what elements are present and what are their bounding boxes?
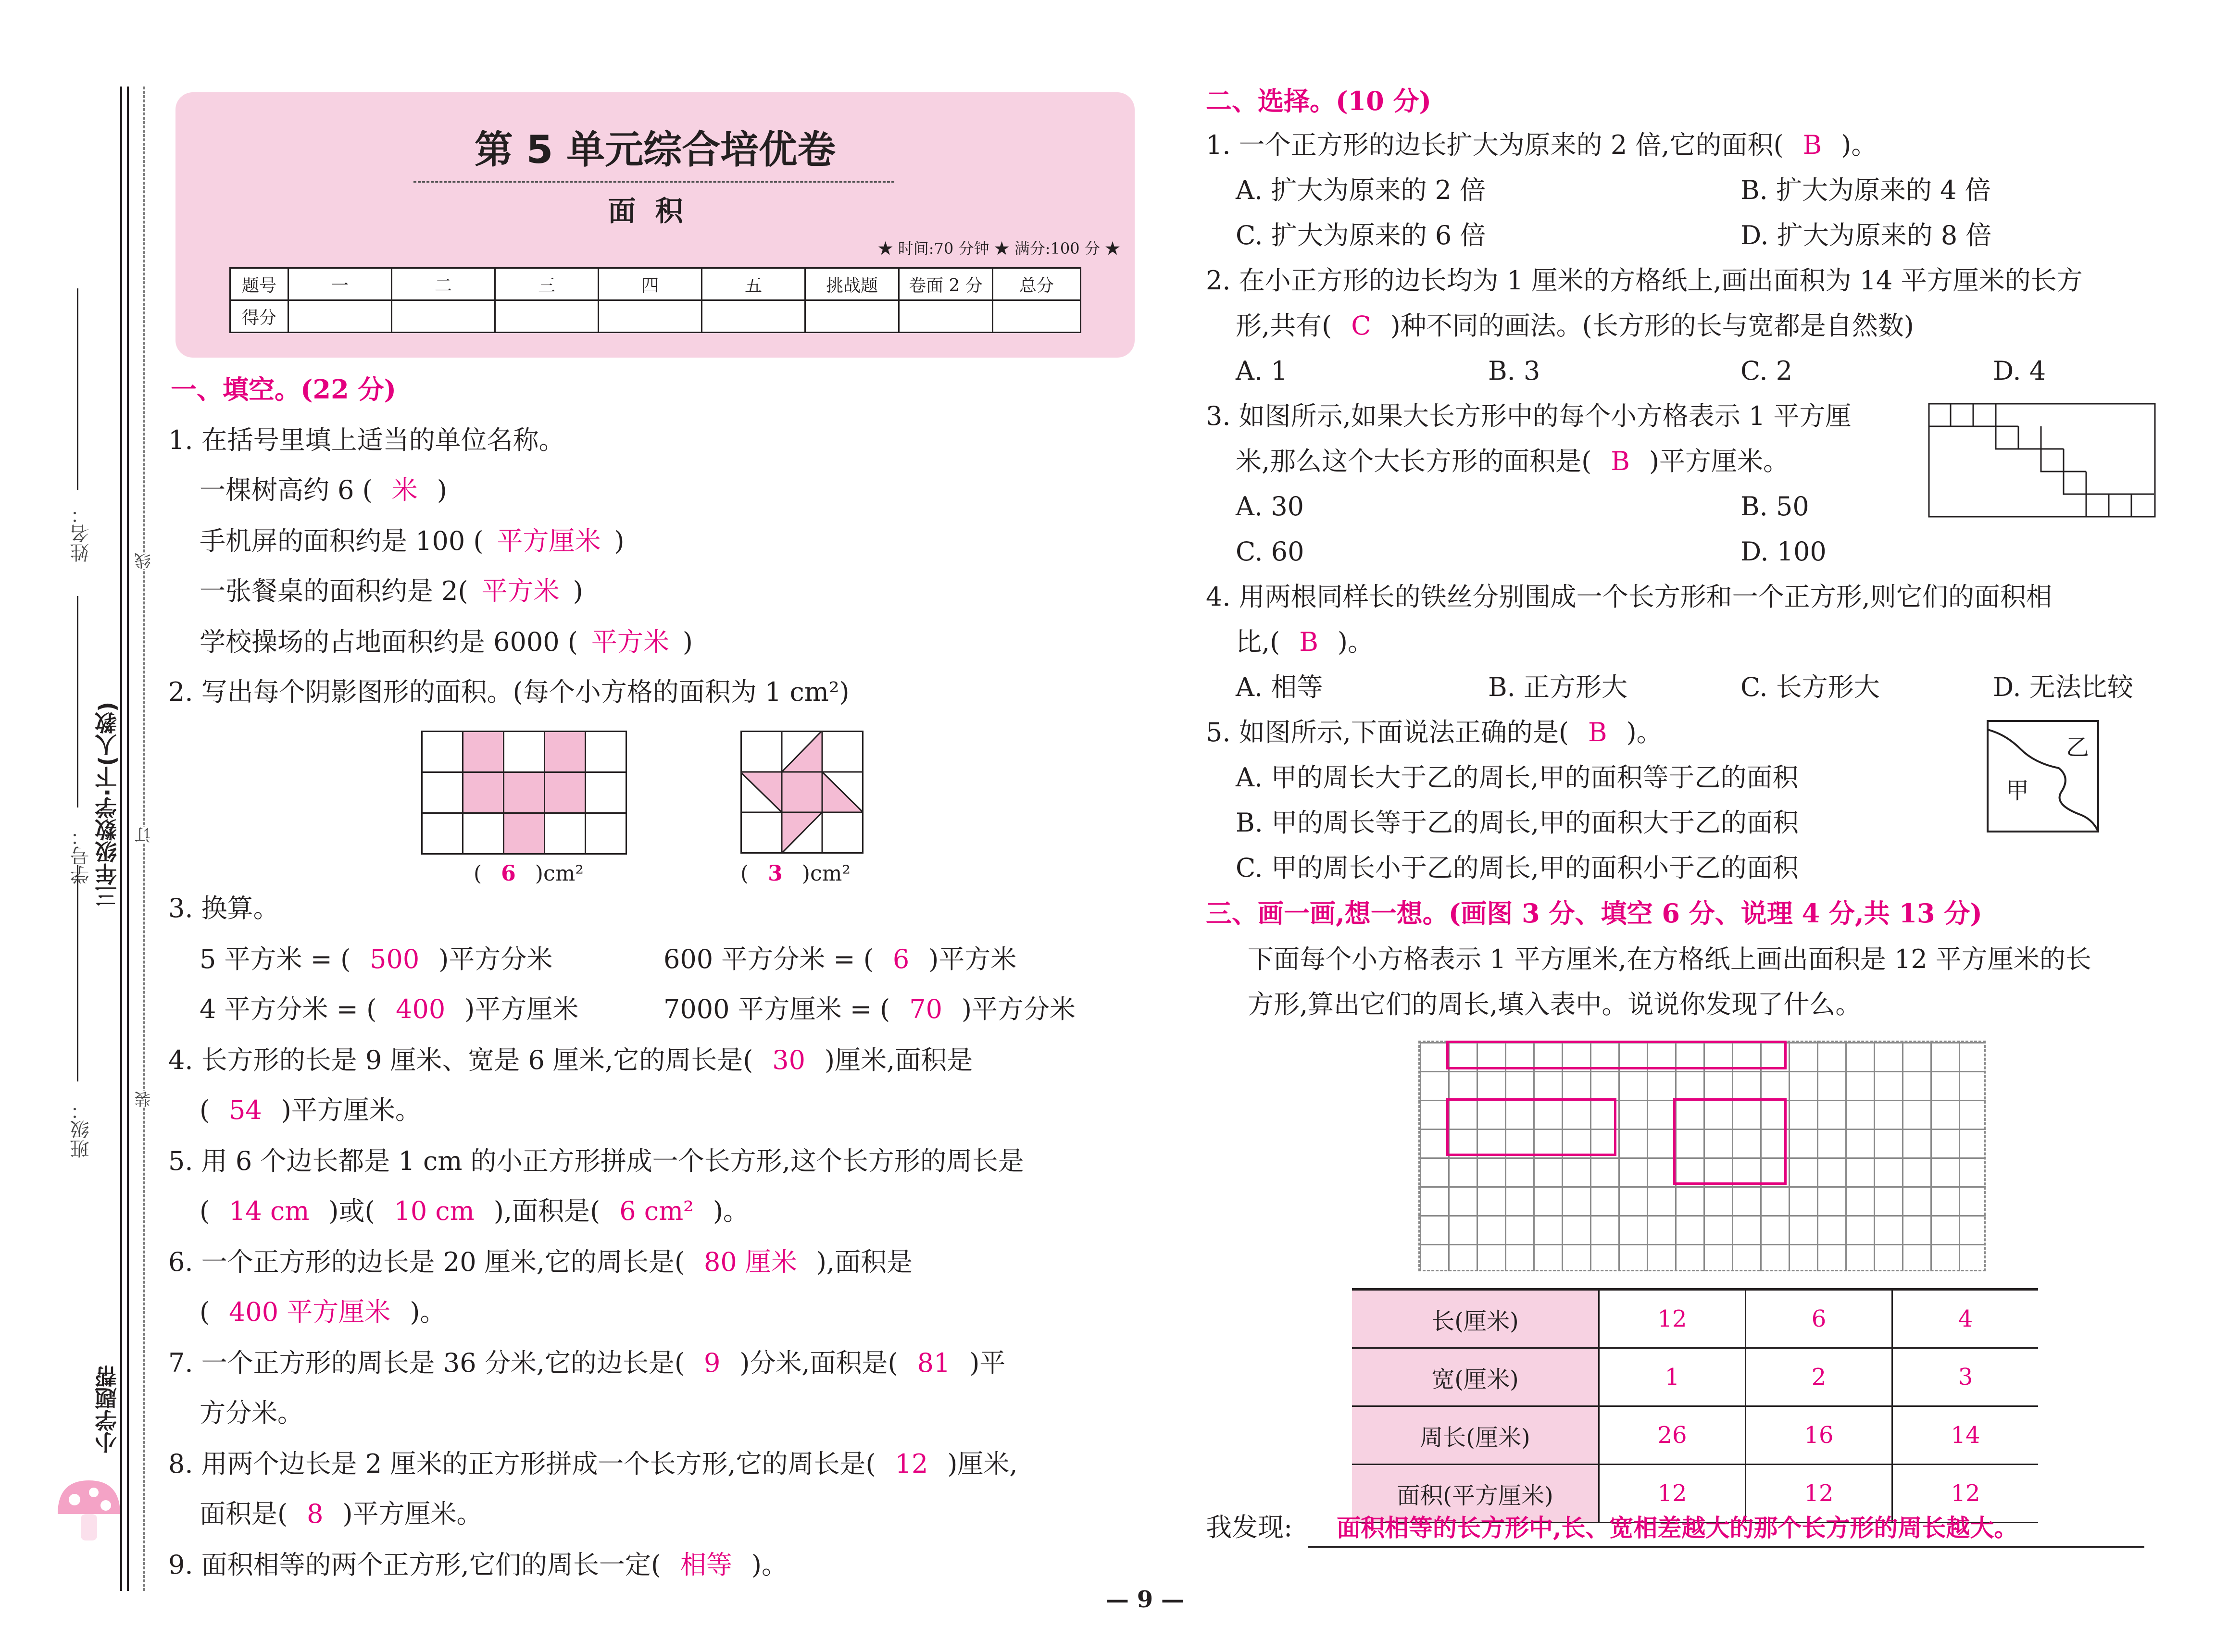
- option: D. 无法比较: [1993, 672, 2133, 702]
- option: C. 扩大为原来的 6 倍: [1236, 220, 1486, 250]
- answer: B: [1299, 627, 1318, 657]
- grid-cell: [585, 731, 627, 773]
- cut-mark: 线: [132, 553, 156, 569]
- id-field[interactable]: [77, 596, 78, 807]
- question-cont: 方分米。: [200, 1398, 303, 1428]
- id-label: 学号：: [70, 827, 92, 884]
- question: 8. 用两个边长是 2 厘米的正方形拼成一个长方形,它的周长是( 12 )厘米,: [168, 1449, 1018, 1479]
- option: A. 30: [1236, 491, 1304, 522]
- option: D. 扩大为原来的 8 倍: [1740, 220, 1992, 250]
- question-cont: ( 14 cm )或( 10 cm ),面积是( 6 cm² )。: [200, 1196, 749, 1226]
- answer: 平方米: [591, 627, 669, 657]
- table-cell: 12: [1599, 1465, 1746, 1523]
- region-figure: [1987, 720, 2100, 833]
- question-cont: 面积是( 8 )平方厘米。: [200, 1499, 483, 1529]
- question-stem: 1. 在括号里填上适当的单位名称。: [168, 425, 565, 455]
- conversion: 5 平方米 = ( 500 )平方分米: [200, 944, 553, 974]
- grid-cell: [544, 771, 586, 814]
- margin-rule: [127, 87, 129, 1591]
- finding-line: [1308, 1509, 2144, 1548]
- answer: 500: [370, 944, 420, 974]
- fill-item: 一张餐桌的面积约是 2( 平方米 ): [200, 576, 583, 606]
- figure-answer: ( 3 )cm²: [740, 861, 851, 886]
- answer: 12: [895, 1449, 928, 1479]
- name-label: 姓名：: [70, 505, 92, 562]
- answer: 平方厘米: [497, 526, 601, 556]
- table-cell: 26: [1599, 1406, 1746, 1465]
- answer: 9: [703, 1348, 721, 1378]
- answer: 400 平方厘米: [229, 1297, 391, 1327]
- answer: 70: [909, 994, 942, 1024]
- grid-cell: [462, 731, 504, 773]
- finding-answer: 面积相等的长方形中,长、宽相差越大的那个长方形的周长越大。: [1337, 1514, 2018, 1542]
- page-number: — 9 —: [1106, 1586, 1184, 1613]
- drawn-rect-6x2: [1446, 1098, 1616, 1156]
- answer: 米: [391, 475, 418, 505]
- shaded-grid-2: [740, 731, 865, 856]
- option: B. 扩大为原来的 4 倍: [1740, 175, 1991, 205]
- question: 2. 在小正方形的边长均为 1 厘米的方格纸上,画出面积为 14 平方厘米的长方: [1206, 265, 2083, 296]
- table-cell: 1: [1599, 1348, 1746, 1406]
- figure-answer: ( 6 )cm²: [474, 861, 584, 886]
- drawn-rect-4x3: [1673, 1098, 1787, 1185]
- answer: 6 cm²: [619, 1196, 694, 1226]
- question-cont: 形,共有( C )种不同的画法。(长方形的长与宽都是自然数): [1236, 311, 1914, 341]
- question-cont: 米,那么这个大长方形的面积是( B )平方厘米。: [1236, 446, 1789, 476]
- score-head: 一: [288, 268, 392, 300]
- option: B. 甲的周长等于乙的周长,甲的面积大于乙的面积: [1236, 807, 1799, 838]
- grid-cell: [462, 812, 504, 855]
- answer: 14 cm: [229, 1196, 310, 1226]
- drawn-rect-12x1: [1446, 1041, 1787, 1069]
- option: B. 正方形大: [1488, 672, 1628, 702]
- question-cont: ( 54 )平方厘米。: [200, 1095, 421, 1125]
- instruction: 方形,算出它们的周长,填入表中。说说你发现了什么。: [1248, 989, 1862, 1019]
- score-head: 三: [495, 268, 599, 300]
- book-title: 三年级数学·下(人教): [94, 702, 120, 907]
- score-head: 卷面 2 分: [899, 268, 993, 300]
- option: B. 50: [1740, 491, 1809, 522]
- title-divider: [413, 181, 894, 183]
- grid-cell: [544, 812, 586, 855]
- answer: 平方米: [481, 576, 560, 606]
- conversion: 600 平方分米 = ( 6 )平方米: [663, 944, 1017, 974]
- section-heading: 一、填空。(22 分): [171, 374, 397, 405]
- grid-cell: [585, 812, 627, 855]
- score-cell[interactable]: [392, 300, 495, 333]
- score-row-label: 得分: [230, 300, 288, 333]
- option: D. 100: [1740, 536, 1827, 567]
- answer: 400: [396, 994, 446, 1024]
- answer: 81: [917, 1348, 951, 1378]
- fill-item: 手机屏的面积约是 100 ( 平方厘米 ): [200, 526, 625, 556]
- option: A. 相等: [1236, 672, 1323, 702]
- answer: 30: [772, 1045, 806, 1075]
- answer: 8: [307, 1499, 324, 1529]
- exam-header: [175, 92, 1135, 358]
- option: C. 2: [1740, 356, 1793, 386]
- answer: 6: [501, 861, 516, 886]
- score-head: 四: [599, 268, 702, 300]
- mushroom-logo-icon: [53, 1476, 125, 1548]
- grid-cell: [421, 812, 463, 855]
- score-cell[interactable]: [702, 300, 805, 333]
- result-table: [1352, 1288, 2038, 1523]
- shaded-grid-1: [421, 731, 626, 853]
- option: B. 3: [1488, 356, 1540, 386]
- question: 9. 面积相等的两个正方形,它们的周长一定( 相等 )。: [168, 1550, 788, 1580]
- table-cell: 12: [1599, 1290, 1746, 1348]
- fill-item: 学校操场的占地面积约是 6000 ( 平方米 ): [200, 627, 693, 657]
- table-cell: 4: [1892, 1290, 2039, 1348]
- cut-mark: 装: [132, 1091, 156, 1107]
- answer: B: [1588, 717, 1607, 747]
- score-head: 题号: [230, 268, 288, 300]
- option: C. 长方形大: [1740, 672, 1880, 702]
- table-cell: 14: [1892, 1406, 2039, 1465]
- option: C. 甲的周长小于乙的周长,甲的面积小于乙的面积: [1236, 853, 1799, 883]
- question-stem: 2. 写出每个阴影图形的面积。(每个小方格的面积为 1 cm²): [168, 677, 850, 707]
- question: 4. 用两根同样长的铁丝分别围成一个长方形和一个正方形,则它们的面积相: [1206, 582, 2052, 612]
- table-cell: 6: [1746, 1290, 1892, 1348]
- brand: 小学题帮: [94, 1365, 120, 1453]
- table-cell: 2: [1746, 1348, 1892, 1406]
- name-field[interactable]: [77, 288, 78, 490]
- question: 7. 一个正方形的周长是 36 分米,它的边长是( 9 )分米,面积是( 81 )平: [168, 1348, 1006, 1378]
- score-head: 五: [702, 268, 805, 300]
- cut-mark: 订: [132, 827, 156, 843]
- section-heading: 三、画一画,想一想。(画图 3 分、填空 6 分、说理 4 分,共 13 分): [1206, 898, 1982, 929]
- score-cell[interactable]: [899, 300, 993, 333]
- class-label: 班级：: [70, 1101, 92, 1158]
- answer: 54: [229, 1095, 262, 1125]
- class-field[interactable]: [77, 865, 78, 1081]
- option: C. 60: [1236, 536, 1304, 567]
- row-label: 周长(厘米): [1352, 1406, 1599, 1465]
- grid-cell: [544, 731, 586, 773]
- grid-cell: [421, 771, 463, 814]
- question: 5. 如图所示,下面说法正确的是( B )。: [1206, 717, 1663, 747]
- answer: 80 厘米: [703, 1247, 797, 1277]
- grid-cell: [421, 731, 463, 773]
- grid-cell: [462, 771, 504, 814]
- option: D. 4: [1993, 356, 2046, 386]
- row-label: 长(厘米): [1352, 1290, 1599, 1348]
- conversion: 4 平方分米 = ( 400 )平方厘米: [200, 994, 579, 1024]
- answer: 3: [768, 861, 783, 886]
- score-head: 二: [392, 268, 495, 300]
- grid-cell: [503, 812, 545, 855]
- score-cell[interactable]: [288, 300, 392, 333]
- option: A. 甲的周长大于乙的周长,甲的面积等于乙的面积: [1236, 762, 1799, 793]
- score-head: 总分: [993, 268, 1081, 300]
- score-cell[interactable]: [805, 300, 899, 333]
- table-cell: 16: [1746, 1406, 1892, 1465]
- score-cell[interactable]: [993, 300, 1081, 333]
- score-table: [229, 267, 1081, 333]
- exam-subtitle: 面积: [608, 195, 702, 227]
- table-cell: 12: [1746, 1465, 1892, 1523]
- staircase-figure: [1928, 403, 2156, 518]
- question-cont: 比,( B )。: [1236, 627, 1374, 657]
- answer: 10 cm: [394, 1196, 475, 1226]
- instruction: 下面每个小方格表示 1 平方厘米,在方格纸上画出面积是 12 平方厘米的长: [1248, 944, 2091, 974]
- answer: 6: [892, 944, 910, 974]
- conversion: 7000 平方厘米 = ( 70 )平方分米: [663, 994, 1076, 1024]
- score-cell[interactable]: [495, 300, 599, 333]
- region-label-a: 甲: [2006, 777, 2029, 804]
- question: 4. 长方形的长是 9 厘米、宽是 6 厘米,它的周长是( 30 )厘米,面积是: [168, 1045, 973, 1075]
- question: 5. 用 6 个边长都是 1 cm 的小正方形拼成一个长方形,这个长方形的周长是: [168, 1146, 1024, 1176]
- answer: 相等: [680, 1550, 732, 1580]
- answer: B: [1611, 446, 1630, 476]
- score-head: 挑战题: [805, 268, 899, 300]
- question: 3. 如图所示,如果大长方形中的每个小方格表示 1 平方厘: [1206, 401, 1852, 431]
- fill-item: 一棵树高约 6 ( 米 ): [200, 475, 447, 505]
- option: A. 1: [1236, 356, 1288, 386]
- answer: C: [1351, 311, 1371, 341]
- section-heading: 二、选择。(10 分): [1206, 86, 1432, 116]
- question: 6. 一个正方形的边长是 20 厘米,它的周长是( 80 厘米 ),面积是: [168, 1247, 913, 1277]
- table-cell: 12: [1892, 1465, 2039, 1523]
- answer: B: [1802, 130, 1822, 160]
- question-cont: ( 400 平方厘米 )。: [200, 1297, 446, 1327]
- finding-label: 我发现:: [1206, 1512, 1293, 1542]
- exam-title: 第 5 单元综合培优卷: [474, 127, 836, 172]
- row-label: 宽(厘米): [1352, 1348, 1599, 1406]
- grid-cell: [503, 731, 545, 773]
- question-stem: 3. 换算。: [168, 893, 279, 923]
- option: A. 扩大为原来的 2 倍: [1236, 175, 1486, 205]
- question: 1. 一个正方形的边长扩大为原来的 2 倍,它的面积( B )。: [1206, 130, 1878, 160]
- region-label-b: 乙: [2066, 734, 2090, 761]
- row-label: 面积(平方厘米): [1352, 1465, 1599, 1523]
- grid-cell: [503, 771, 545, 814]
- table-cell: 3: [1892, 1348, 2039, 1406]
- score-cell[interactable]: [599, 300, 702, 333]
- exam-meta: ★ 时间:70 分钟 ★ 满分:100 分 ★: [877, 239, 1120, 258]
- grid-cell: [585, 771, 627, 814]
